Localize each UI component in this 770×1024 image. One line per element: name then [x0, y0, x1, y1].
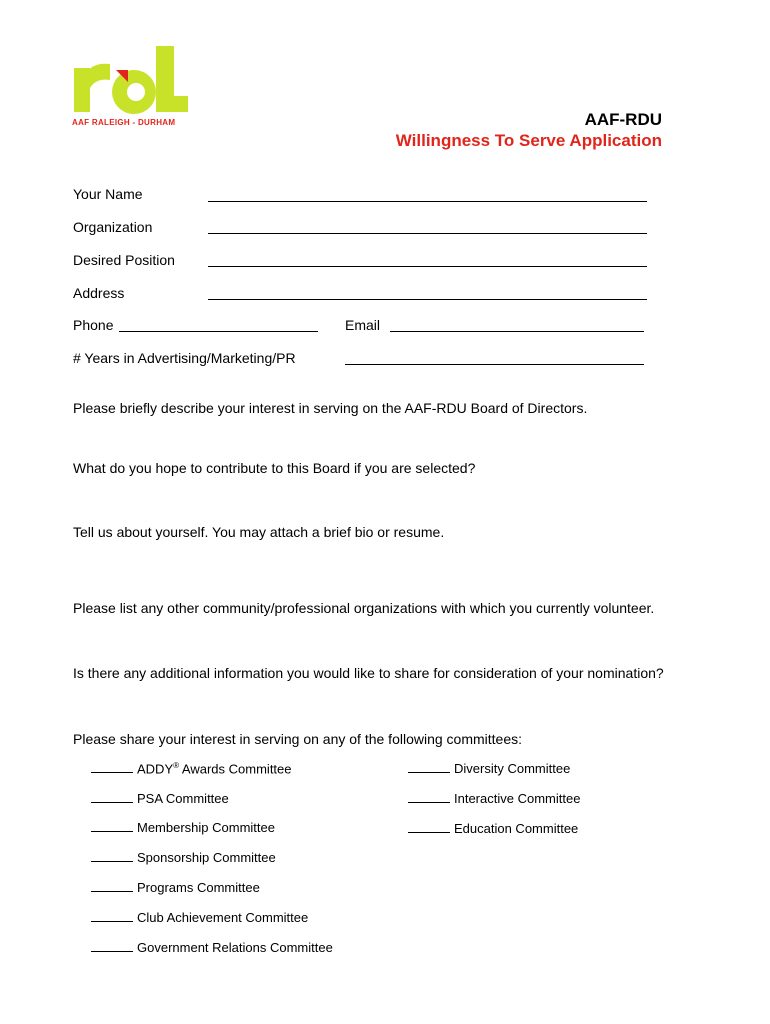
- committee-sponsorship[interactable]: Sponsorship Committee: [91, 850, 276, 865]
- committee-psa[interactable]: PSA Committee: [91, 791, 229, 806]
- committee-blank[interactable]: [91, 762, 133, 773]
- logo-caption: AAF RALEIGH - DURHAM: [72, 118, 176, 127]
- committee-blank[interactable]: [91, 911, 133, 922]
- committee-blank[interactable]: [91, 792, 133, 803]
- rd-logo-mark: [72, 44, 190, 116]
- committee-blank[interactable]: [91, 821, 133, 832]
- email-label: Email: [345, 317, 381, 333]
- address-label: Address: [73, 285, 125, 301]
- phone-label: Phone: [73, 317, 114, 333]
- committee-blank[interactable]: [408, 822, 450, 833]
- committee-blank[interactable]: [91, 851, 133, 862]
- question-additional-info: Is there any additional information you would like to share for consideration of your nomination?: [73, 665, 664, 681]
- organization-field[interactable]: [208, 233, 647, 234]
- years-label: # Years in Advertising/Marketing/PR: [73, 350, 296, 366]
- page-subtitle: Willingness To Serve Application: [395, 131, 662, 150]
- committee-programs[interactable]: Programs Committee: [91, 880, 260, 895]
- logo: [72, 44, 192, 130]
- committees-intro: Please share your interest in serving on any of the following committees:: [73, 731, 523, 747]
- question-contribute: What do you hope to contribute to this Board if you are selected?: [73, 460, 476, 476]
- committee-education[interactable]: Education Committee: [408, 821, 578, 836]
- registered-mark: ®: [173, 761, 180, 770]
- question-about-yourself: Tell us about yourself. You may attach a brief bio or resume.: [73, 524, 445, 540]
- committee-interactive[interactable]: Interactive Committee: [408, 791, 580, 806]
- years-field[interactable]: [345, 364, 644, 365]
- committee-club-achievement[interactable]: Club Achievement Committee: [91, 910, 308, 925]
- page-title: AAF-RDU: [584, 110, 662, 129]
- name-label: Your Name: [73, 186, 143, 202]
- committee-diversity[interactable]: Diversity Committee: [408, 761, 570, 776]
- question-interest: Please briefly describe your interest in serving on the AAF-RDU Board of Directors.: [73, 400, 588, 416]
- question-organizations: Please list any other community/professional organizations with which you currently volunteer.: [73, 600, 655, 616]
- committee-blank[interactable]: [91, 881, 133, 892]
- address-field[interactable]: [208, 299, 647, 300]
- position-field[interactable]: [208, 266, 647, 267]
- position-label: Desired Position: [73, 252, 175, 268]
- email-field[interactable]: [390, 331, 644, 332]
- phone-field[interactable]: [119, 331, 318, 332]
- committee-membership[interactable]: Membership Committee: [91, 820, 275, 835]
- committee-government-relations[interactable]: Government Relations Committee: [91, 940, 333, 955]
- committee-blank[interactable]: [91, 941, 133, 952]
- committee-blank[interactable]: [408, 792, 450, 803]
- committee-blank[interactable]: [408, 762, 450, 773]
- committee-addy[interactable]: ADDY® Awards Committee: [91, 761, 292, 776]
- name-field[interactable]: [208, 201, 647, 202]
- organization-label: Organization: [73, 219, 153, 235]
